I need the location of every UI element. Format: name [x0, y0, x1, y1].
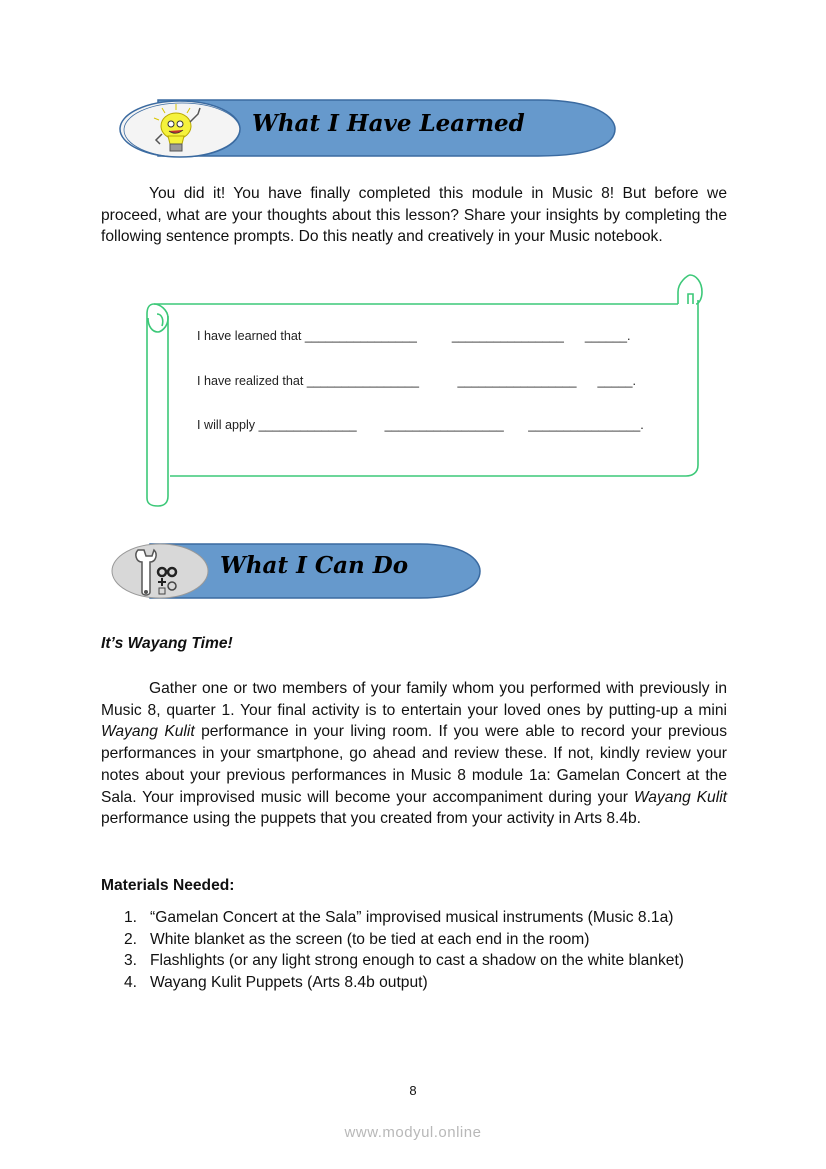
- materials-list: [101, 907, 741, 994]
- list-number: 4.: [124, 974, 138, 992]
- list-text: “Gamelan Concert at the Sala” improvised musical instruments (Music 8.1a): [150, 909, 674, 926]
- activity-title: It’s Wayang Time!: [101, 635, 233, 652]
- activity-paragraph: [101, 678, 727, 830]
- list-text: Flashlights (or any light strong enough to cast a shadow on the white blanket): [150, 952, 684, 970]
- prompt-realized: I have realized that ________________ _________________ _____.: [197, 374, 637, 388]
- materials-list-item: [101, 907, 741, 929]
- lightbulb-mascot-icon: [148, 102, 208, 158]
- what-i-can-do-banner: [110, 540, 485, 604]
- paragraph-text: performance using the puppets that you created from your activity in Arts 8.4b.: [101, 810, 642, 828]
- prompt-learned: I have learned that ________________ ________________ ______.: [197, 329, 631, 343]
- list-text: White blanket as the screen (to be tied at each end in the room): [150, 930, 590, 948]
- intro-paragraph: You did it! You have finally completed this module in Music 8! But before we proceed, what are your thoughts about this lesson? Share your insights by completing the following sentence prompts. Do this neatly and creatively in your Music notebook.: [101, 185, 727, 246]
- list-number: 1.: [124, 909, 138, 926]
- list-text: Wayang Kulit Puppets (Arts 8.4b output): [150, 974, 428, 992]
- paragraph-text: performance in your living room. If you were able to record your previous performances in your smartphone, go ahead and review these. If not, kindly review your notes about your previous performances in Music 8 module 1a: Gamelan Concert at the Sala. Your improvised music will become your accompaniment during your: [101, 723, 727, 806]
- materials-list-item: [101, 972, 741, 994]
- materials-heading: Materials Needed:: [101, 877, 235, 894]
- watermark: www.modyul.online: [344, 1124, 482, 1141]
- materials-list-item: [101, 929, 741, 951]
- list-number: 2.: [124, 930, 138, 948]
- section-title: What I Have Learned: [252, 110, 525, 137]
- section-title: What I Can Do: [220, 552, 409, 579]
- paragraph-text: Gather one or two members of your family whom you performed with previously in Music 8, quarter 1. Your final activity is to entertain your loved ones by putting-up a mini: [101, 680, 727, 719]
- page-number: 8: [409, 1083, 417, 1098]
- prompt-apply: I will apply ______________ _________________ ________________.: [197, 418, 644, 432]
- what-i-have-learned-banner: [118, 96, 618, 162]
- sentence-prompts-scroll: [140, 270, 710, 510]
- materials-list-item: [101, 950, 741, 972]
- emphasis-wayang-kulit: Wayang Kulit: [101, 723, 195, 741]
- emphasis-wayang-kulit: Wayang Kulit: [633, 788, 727, 806]
- wrench-tools-icon: [132, 544, 188, 600]
- list-number: 3.: [124, 952, 138, 970]
